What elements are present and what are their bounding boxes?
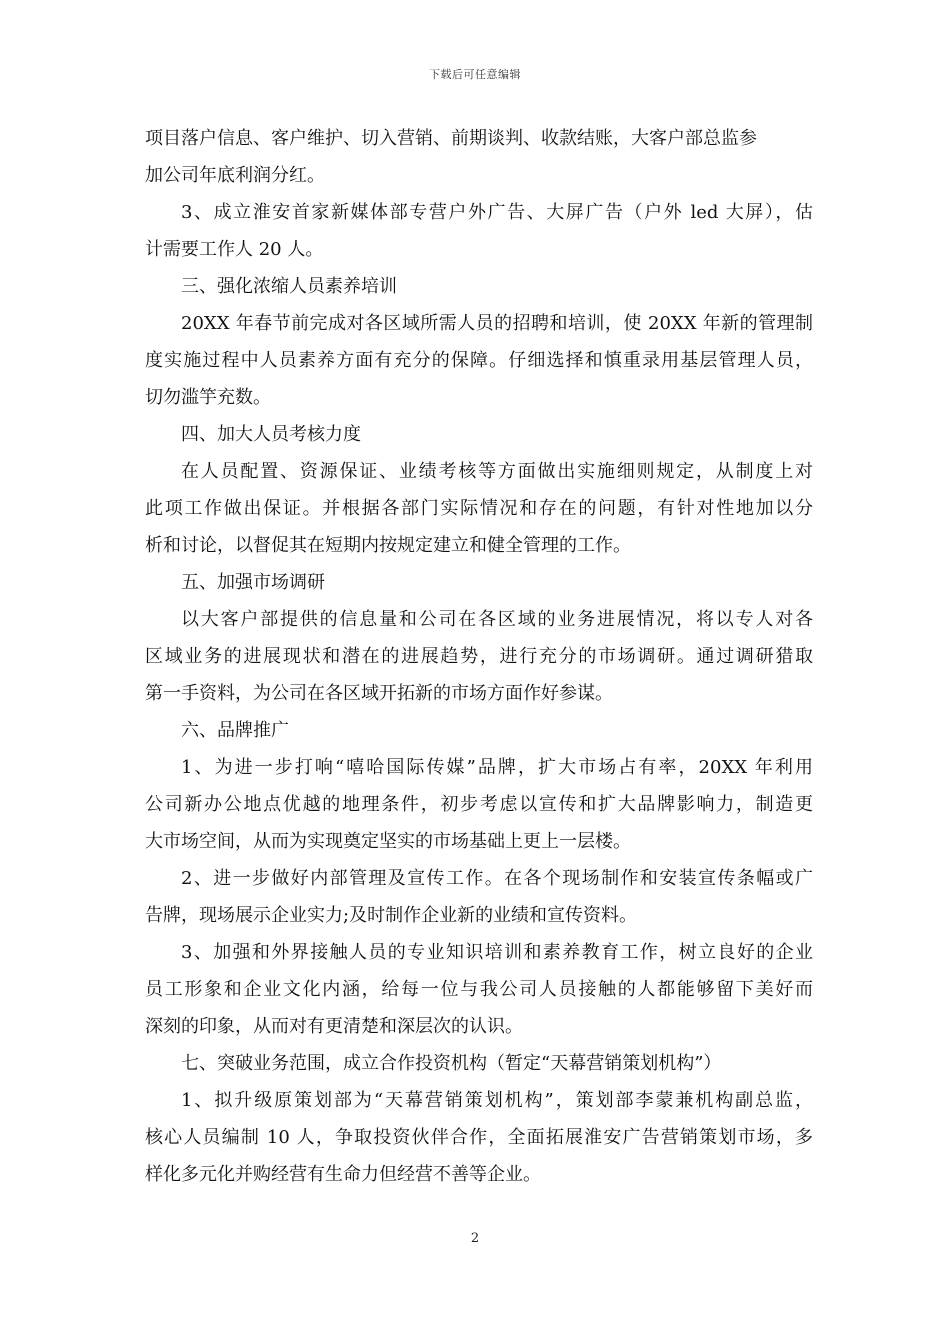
- section-heading: 七、突破业务范围，成立合作投资机构（暂定“天幕营销策划机构”）: [181, 1053, 722, 1074]
- paragraph-line: 公司新办公地点优越的地理条件，初步考虑以宣传和扩大品牌影响力，制造更: [145, 794, 813, 815]
- paragraph-line: 此项工作做出保证。并根据各部门实际情况和存在的问题，有针对性地加以分: [145, 498, 813, 519]
- paragraph-line: 第一手资料，为公司在各区域开拓新的市场方面作好参谋。: [145, 683, 613, 704]
- paragraph-line: 告牌，现场展示企业实力;及时制作企业新的业绩和宣传资料。: [145, 905, 638, 926]
- paragraph-line: 区域业务的进展现状和潜在的进展趋势，进行充分的市场调研。通过调研猎取: [145, 646, 813, 667]
- paragraph-line: 析和讨论，以督促其在短期内按规定建立和健全管理的工作。: [145, 535, 631, 556]
- section-heading: 四、加大人员考核力度: [181, 424, 361, 445]
- paragraph-line: 1、为进一步打响“嘻哈国际传媒”品牌，扩大市场占有率，20XX 年利用: [181, 757, 813, 778]
- paragraph-line: 在人员配置、资源保证、业绩考核等方面做出实施细则规定，从制度上对: [181, 461, 813, 482]
- paragraph-line: 样化多元化并购经营有生命力但经营不善等企业。: [145, 1164, 541, 1185]
- paragraph-line: 大市场空间，从而为实现奠定坚实的市场基础上更上一层楼。: [145, 831, 631, 852]
- paragraph-line: 3、加强和外界接触人员的专业知识培训和素养教育工作，树立良好的企业: [181, 942, 813, 963]
- paragraph-line: 1、拟升级原策划部为“天幕营销策划机构”，策划部李蒙兼机构副总监，: [181, 1090, 813, 1111]
- paragraph-line: 深刻的印象，从而对有更清楚和深层次的认识。: [145, 1016, 523, 1037]
- paragraph-line: 以大客户部提供的信息量和公司在各区域的业务进展情况，将以专人对各: [181, 609, 813, 630]
- document-body: [145, 120, 813, 1193]
- section-heading: 五、加强市场调研: [181, 572, 325, 593]
- paragraph-line: 度实施过程中人员素养方面有充分的保障。仔细选择和慎重录用基层管理人员，: [145, 350, 813, 371]
- paragraph-line: 加公司年底利润分红。: [145, 165, 325, 186]
- paragraph-line: 2、进一步做好内部管理及宣传工作。在各个现场制作和安装宣传条幅或广: [181, 868, 813, 889]
- page-header: 下载后可任意编辑: [429, 68, 521, 81]
- paragraph-line: 项目落户信息、客户维护、切入营销、前期谈判、收款结账，大客户部总监参: [145, 128, 757, 149]
- paragraph-line: 3、成立淮安首家新媒体部专营户外广告、大屏广告（户外 led 大屏），估: [181, 202, 813, 223]
- paragraph-line: 员工形象和企业文化内涵，给每一位与我公司人员接触的人都能够留下美好而: [145, 979, 813, 1000]
- paragraph-line: 核心人员编制 10 人，争取投资伙伴合作，全面拓展淮安广告营销策划市场，多: [145, 1127, 813, 1148]
- paragraph-line: 切勿滥竽充数。: [145, 387, 271, 408]
- page-number: 2: [470, 1231, 480, 1246]
- paragraph-line: 计需要工作人 20 人。: [145, 239, 324, 260]
- section-heading: 三、强化浓缩人员素养培训: [181, 276, 397, 297]
- section-heading: 六、品牌推广: [181, 720, 289, 741]
- paragraph-line: 20XX 年春节前完成对各区域所需人员的招聘和培训，使 20XX 年新的管理制: [181, 313, 813, 334]
